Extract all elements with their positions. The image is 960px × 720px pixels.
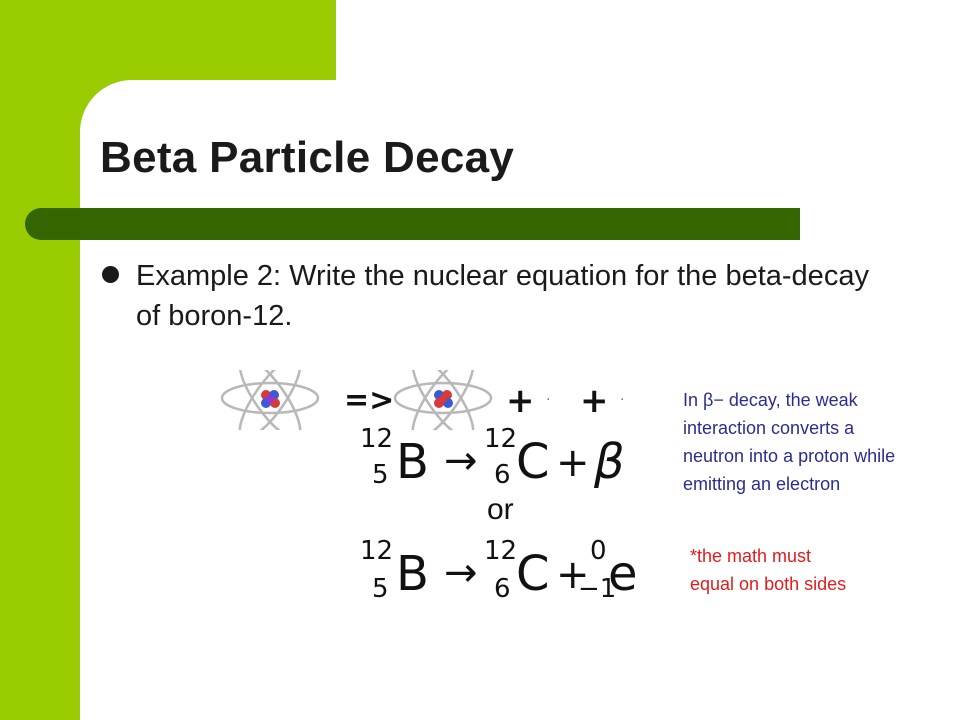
carbon-atomic-number: 6 xyxy=(494,574,511,604)
atom-diagram xyxy=(218,370,638,430)
electron-charge-number: −1 xyxy=(578,574,617,604)
reaction-arrow: → xyxy=(444,438,478,484)
beta-symbol: β xyxy=(594,434,625,490)
title-underline-bar xyxy=(25,208,800,240)
bullet-text: Example 2: Write the nuclear equation for the beta-decay of boron-12. xyxy=(136,260,869,332)
boron-mass-number: 12 xyxy=(360,424,394,454)
carbon-symbol: C xyxy=(516,434,550,490)
electron-symbol: e xyxy=(608,546,638,602)
carbon-mass-number: 12 xyxy=(484,424,518,454)
plus-sign: + xyxy=(556,552,590,598)
slide-title: Beta Particle Decay xyxy=(100,133,515,182)
pictorial-dot-2: · xyxy=(620,392,625,408)
beta-decay-explanation: In β− decay, the weak interaction converts a neutron into a proton while emitting an electron xyxy=(683,390,896,494)
pictorial-plus-1: + xyxy=(506,381,535,421)
boron-atomic-number: 5 xyxy=(372,460,389,490)
carbon-atomic-number: 6 xyxy=(494,460,511,490)
pictorial-arrow: => xyxy=(344,383,395,418)
boron-atomic-number: 5 xyxy=(372,574,389,604)
electron-mass-number: 0 xyxy=(590,536,607,566)
carbon-atom-icon xyxy=(395,370,491,430)
boron-mass-number: 12 xyxy=(360,536,394,566)
pictorial-dot-1: · xyxy=(546,392,551,408)
boron-atom-icon xyxy=(222,370,318,430)
or-label: or xyxy=(487,493,514,526)
plus-sign: + xyxy=(556,440,590,486)
reaction-arrow: → xyxy=(444,550,478,596)
carbon-symbol: C xyxy=(516,546,550,602)
bullet-icon xyxy=(102,266,119,283)
boron-symbol: B xyxy=(396,546,429,602)
boron-symbol: B xyxy=(396,434,429,490)
carbon-mass-number: 12 xyxy=(484,536,518,566)
math-balance-note: *the math must equal on both sides xyxy=(690,546,847,594)
pictorial-plus-2: + xyxy=(580,381,609,421)
